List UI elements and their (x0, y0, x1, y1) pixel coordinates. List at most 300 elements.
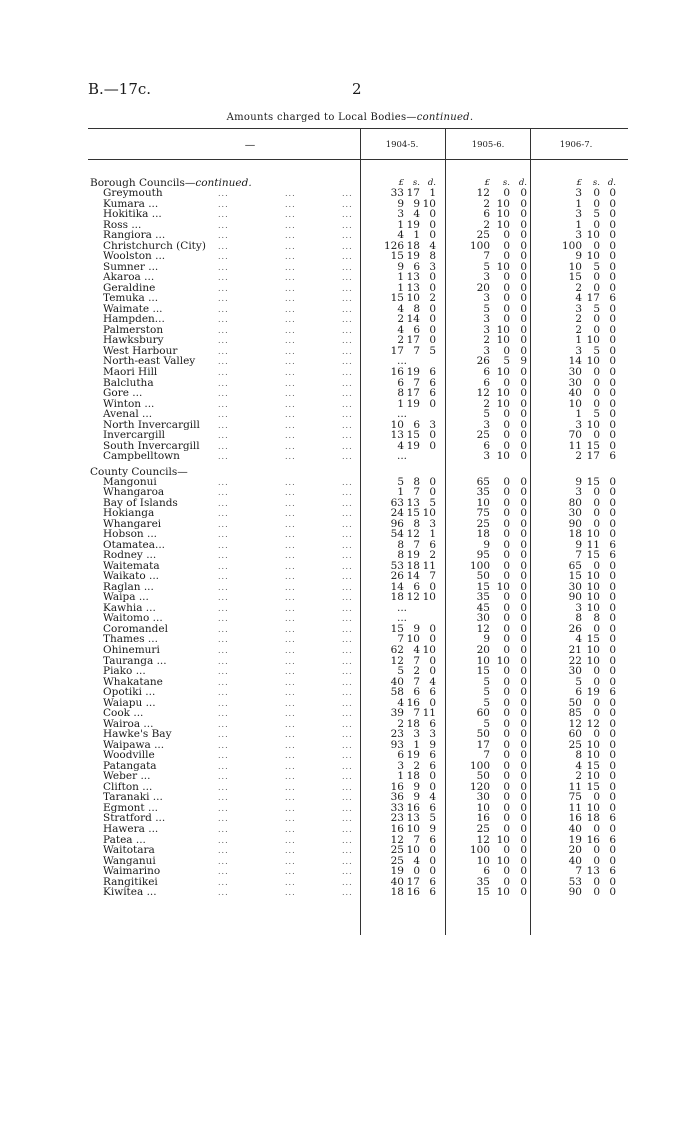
amount-cell: 25 (390, 854, 404, 867)
amount-cell: 0 (520, 759, 527, 772)
amount-cell: 3 (429, 418, 436, 431)
leader-dots: ... (285, 189, 296, 198)
amount-cell: 21 (568, 644, 582, 656)
leader-dots: ... (285, 199, 296, 209)
amount-cell: 0 (520, 250, 527, 263)
leader-dots: ... (218, 283, 229, 293)
amount-cell: 10 (586, 644, 600, 656)
leader-dots: ... (285, 325, 296, 335)
amount-cell: 30 (568, 665, 582, 678)
amount-cell: 0 (429, 302, 436, 315)
amount-cell: 0 (609, 675, 616, 688)
leader-dots: ... (342, 667, 353, 677)
amount-cell: 15 (390, 250, 404, 263)
section-title: Borough Councils— (90, 177, 196, 189)
amount-cell: 11 (422, 707, 436, 720)
amount-cell: 6 (397, 376, 404, 389)
amount-cell: 30 (568, 366, 582, 378)
amount-cell: 2 (413, 665, 420, 678)
column-divider (445, 128, 446, 935)
amount-cell: 3 (483, 292, 490, 305)
amount-cell: 9 (483, 633, 490, 646)
leader-dots: ... (285, 635, 296, 645)
amount-cell: 0 (609, 397, 616, 410)
leader-dots: ... (342, 220, 353, 230)
amount-cell: 5 (429, 812, 436, 825)
leader-dots: ... (218, 199, 229, 209)
amount-cell: 10 (422, 644, 436, 656)
leader-dots: ... (285, 698, 296, 708)
amount-cell: 5 (397, 665, 404, 678)
amount-cell: 0 (429, 439, 436, 452)
amount-cell: 0 (593, 791, 600, 804)
page-number: 2 (352, 80, 362, 98)
year-column-header: 1904-5. (385, 140, 419, 150)
amount-cell: 3 (483, 271, 490, 284)
amount-cell: 6 (483, 865, 490, 878)
amount-cell: 10 (586, 770, 600, 783)
amount-cell: ... (396, 450, 407, 463)
amount-cell: 0 (593, 696, 600, 709)
amount-cell: 12 (406, 528, 420, 541)
amount-cell: 16 (476, 812, 490, 825)
local-body-name: Campbelltown (103, 450, 180, 463)
amount-cell: 20 (476, 644, 490, 656)
amount-cell: 0 (520, 717, 527, 730)
amount-cell: 8 (413, 517, 420, 530)
local-body-name: Waimarino (103, 865, 161, 878)
amount-cell: 0 (429, 770, 436, 783)
amount-cell: 10 (496, 397, 510, 410)
local-body-name: Hokitika ... (103, 208, 162, 221)
leader-dots: ... (218, 399, 229, 409)
local-body-name: Rangiora ... (103, 229, 166, 242)
leader-dots: ... (218, 498, 229, 508)
amount-cell: 0 (520, 770, 527, 783)
amount-cell: 58 (390, 686, 404, 699)
leader-dots: ... (218, 698, 229, 708)
amount-cell: 18 (406, 239, 420, 252)
amount-cell: 0 (609, 313, 616, 326)
amount-cell: 9 (575, 538, 582, 551)
amount-cell: 75 (476, 507, 490, 520)
amount-cell: 0 (593, 486, 600, 499)
amount-cell: 0 (520, 429, 527, 442)
amount-cell: 0 (503, 408, 510, 421)
amount-cell: 10 (586, 654, 600, 667)
amount-cell: 4 (397, 302, 404, 315)
leader-dots: ... (342, 561, 353, 571)
amount-cell: 0 (520, 865, 527, 878)
amount-cell: 70 (568, 429, 582, 442)
amount-cell: 0 (520, 728, 527, 741)
amount-cell: 15 (568, 271, 582, 284)
amount-cell: 5 (483, 686, 490, 699)
amount-cell: 0 (429, 665, 436, 678)
leader-dots: ... (218, 561, 229, 571)
amount-cell: 19 (406, 549, 420, 562)
amount-cell: 33 (390, 801, 404, 814)
amount-cell: 3 (483, 313, 490, 326)
amount-cell: 90 (568, 517, 582, 530)
amount-cell: 13 (406, 812, 420, 825)
amount-cell: 0 (520, 450, 527, 463)
amount-cell: 5 (483, 302, 490, 315)
column-divider (530, 128, 531, 935)
amount-cell: 0 (593, 507, 600, 520)
amount-cell: 7 (413, 486, 420, 499)
local-body-name: Waipawa ... (103, 738, 165, 751)
leader-dots: ... (285, 441, 296, 451)
amount-cell: 33 (390, 187, 404, 199)
local-body-name: Whangarei (103, 517, 162, 530)
amount-cell: 10 (586, 580, 600, 593)
amount-cell: 0 (609, 271, 616, 284)
leader-dots: ... (218, 273, 229, 283)
local-body-name: Opotiki ... (103, 686, 156, 699)
amount-cell: 5 (593, 208, 600, 221)
amount-cell: 6 (429, 875, 436, 888)
amount-cell: 13 (390, 429, 404, 442)
amount-cell: 2 (397, 717, 404, 730)
amount-cell: 7 (413, 833, 420, 846)
amount-cell: 5 (593, 260, 600, 273)
local-body-name: Raglan ... (103, 580, 154, 593)
leader-dots: ... (285, 315, 296, 325)
amount-cell: 0 (413, 865, 420, 878)
leader-dots: ... (218, 519, 229, 529)
leader-dots: ... (342, 814, 353, 824)
leader-dots: ... (342, 210, 353, 220)
amount-cell: 0 (609, 844, 616, 857)
amount-cell: 10 (476, 801, 490, 814)
leader-dots: ... (218, 846, 229, 856)
local-body-name: Stratford ... (103, 812, 166, 825)
local-body-name: Waitotara (103, 844, 155, 857)
leader-dots: ... (218, 431, 229, 441)
amount-cell: 0 (503, 612, 510, 625)
amount-cell: 39 (390, 707, 404, 720)
local-body-name: Thames ... (103, 633, 158, 646)
amount-cell: 54 (390, 528, 404, 541)
amount-cell: 30 (476, 791, 490, 804)
amount-cell: 5 (397, 475, 404, 488)
leader-dots: ... (285, 877, 296, 887)
leader-dots: ... (342, 572, 353, 582)
amount-cell: 16 (390, 366, 404, 378)
amount-cell: 6 (429, 717, 436, 730)
amount-cell: 6 (429, 833, 436, 846)
leader-dots: ... (342, 751, 353, 761)
leader-dots: ... (285, 477, 296, 487)
leader-dots: ... (342, 325, 353, 335)
amount-cell: 60 (568, 728, 582, 741)
amount-cell: 19 (586, 686, 600, 699)
leader-dots: ... (285, 540, 296, 550)
amount-cell: 14 (568, 355, 582, 368)
amount-cell: 0 (503, 759, 510, 772)
amount-cell: 1 (575, 218, 582, 231)
amount-cell: ... (396, 408, 407, 421)
amount-cell: 126 (383, 239, 404, 252)
amount-cell: 0 (593, 496, 600, 509)
amount-cell: 0 (520, 644, 527, 656)
amount-cell: 3 (483, 418, 490, 431)
amount-cell: 9 (575, 475, 582, 488)
local-body-name: Hobson ... (103, 528, 158, 541)
amount-cell: 17 (406, 187, 420, 199)
leader-dots: ... (285, 603, 296, 613)
leader-dots: ... (342, 252, 353, 262)
leader-dots: ... (342, 772, 353, 782)
local-body-name: Winton ... (103, 397, 155, 410)
leader-dots: ... (342, 477, 353, 487)
amount-cell: 10 (422, 591, 436, 604)
amount-cell: 0 (609, 344, 616, 357)
leader-dots: ... (342, 856, 353, 866)
amount-cell: 0 (609, 408, 616, 421)
amount-cell: 0 (520, 875, 527, 888)
amount-cell: 0 (609, 239, 616, 252)
leader-dots: ... (342, 709, 353, 719)
amount-cell: 40 (568, 387, 582, 400)
local-body-name: Woodville (103, 749, 155, 762)
amount-cell: 0 (593, 366, 600, 378)
amount-cell: 7 (413, 707, 420, 720)
amount-cell: 4 (397, 323, 404, 336)
year-column-header: 1906-7. (559, 140, 593, 150)
amount-cell: 0 (520, 387, 527, 400)
leader-dots: ... (218, 441, 229, 451)
amount-cell: 10 (568, 397, 582, 410)
amount-cell: 7 (575, 549, 582, 562)
document-code: B.—17c. (88, 80, 152, 98)
leader-dots: ... (285, 530, 296, 540)
amount-cell: 100 (561, 239, 582, 252)
amount-cell: 14 (406, 313, 420, 326)
local-body-name: West Harbour (103, 344, 178, 357)
amount-cell: 13 (406, 496, 420, 509)
amount-cell: 0 (503, 707, 510, 720)
amount-cell: 25 (476, 517, 490, 530)
amount-cell: 2 (397, 313, 404, 326)
amount-cell: 75 (568, 791, 582, 804)
amount-cell: 0 (503, 738, 510, 751)
local-body-name: Clifton ... (103, 780, 153, 793)
amount-cell: 5 (483, 408, 490, 421)
amount-cell: 0 (503, 591, 510, 604)
amount-cell: 11 (568, 801, 582, 814)
leader-dots: ... (218, 888, 229, 898)
amount-cell: 18 (406, 717, 420, 730)
leader-dots: ... (218, 357, 229, 367)
amount-cell: 12 (476, 833, 490, 846)
amount-cell: 9 (397, 197, 404, 210)
leader-dots: ... (285, 346, 296, 356)
local-body-name: Taranaki ... (103, 791, 163, 804)
amount-cell: 19 (568, 833, 582, 846)
leader-dots: ... (218, 410, 229, 420)
amount-cell: 50 (476, 728, 490, 741)
amount-cell: 35 (476, 486, 490, 499)
local-body-name: Temuka ... (103, 292, 159, 305)
amount-cell: 6 (609, 865, 616, 878)
amount-cell: 9 (429, 823, 436, 835)
amount-cell: 6 (609, 450, 616, 463)
amount-cell: 10 (406, 633, 420, 646)
leader-dots: ... (218, 252, 229, 262)
amount-cell: 65 (476, 475, 490, 488)
amount-cell: 7 (413, 654, 420, 667)
leader-dots: ... (218, 540, 229, 550)
amount-cell: 0 (609, 507, 616, 520)
leader-dots: ... (285, 368, 296, 377)
amount-cell: 2 (483, 197, 490, 210)
amount-cell: 26 (476, 355, 490, 368)
unit-label: d. (427, 178, 436, 188)
leader-dots: ... (285, 210, 296, 220)
unit-label: £ (398, 178, 404, 188)
leader-dots: ... (342, 646, 353, 655)
amount-cell: 0 (520, 812, 527, 825)
amount-cell: 0 (429, 696, 436, 709)
leader-dots: ... (285, 793, 296, 803)
amount-cell: 10 (496, 197, 510, 210)
amount-cell: 1 (429, 187, 436, 199)
amount-cell: 16 (568, 812, 582, 825)
amount-cell: 0 (503, 812, 510, 825)
amount-cell: 0 (520, 791, 527, 804)
local-body-name: Weber ... (103, 770, 151, 783)
amount-cell: 7 (483, 250, 490, 263)
amount-cell: 0 (503, 601, 510, 614)
leader-dots: ... (342, 582, 353, 592)
leader-dots: ... (285, 803, 296, 813)
amount-cell: 15 (476, 665, 490, 678)
amount-cell: 5 (483, 696, 490, 709)
local-body-name: Egmont ... (103, 801, 158, 814)
amount-cell: 0 (609, 854, 616, 867)
amount-cell: 5 (593, 344, 600, 357)
leader-dots: ... (285, 420, 296, 430)
amount-cell: 0 (609, 486, 616, 499)
amount-cell: 0 (520, 507, 527, 520)
amount-cell: 6 (429, 376, 436, 389)
amount-cell: 8 (575, 749, 582, 762)
amount-cell: 15 (586, 475, 600, 488)
leader-dots: ... (285, 688, 296, 698)
amount-cell: 0 (520, 418, 527, 431)
amount-cell: 0 (593, 875, 600, 888)
amount-cell: 17 (586, 292, 600, 305)
amount-cell: 5 (503, 355, 510, 368)
leader-dots: ... (285, 572, 296, 582)
amount-cell: 0 (609, 707, 616, 720)
amount-cell: 18 (390, 886, 404, 899)
amount-cell: 10 (476, 654, 490, 667)
amount-cell: 7 (413, 538, 420, 551)
amount-cell: 17 (406, 875, 420, 888)
amount-cell: 10 (496, 334, 510, 347)
amount-cell: 23 (390, 812, 404, 825)
amount-cell: 0 (503, 875, 510, 888)
amount-cell: 0 (429, 844, 436, 857)
amount-cell: 0 (609, 738, 616, 751)
amount-cell: 7 (429, 570, 436, 583)
amount-cell: 15 (390, 292, 404, 305)
unit-label: s. (592, 178, 600, 188)
amount-cell: 7 (397, 633, 404, 646)
amount-cell: 3 (397, 208, 404, 221)
amount-cell: 3 (575, 229, 582, 242)
amount-cell: 2 (575, 770, 582, 783)
amount-cell: 0 (593, 665, 600, 678)
leader-dots: ... (218, 210, 229, 220)
amount-cell: 90 (568, 591, 582, 604)
amount-cell: 10 (496, 218, 510, 231)
amount-cell: 0 (503, 429, 510, 442)
leader-dots: ... (342, 241, 353, 251)
amount-cell: 0 (609, 559, 616, 572)
amount-cell: 0 (429, 622, 436, 635)
amount-cell: 0 (503, 770, 510, 783)
leader-dots: ... (218, 241, 229, 251)
amount-cell: 10 (476, 854, 490, 867)
amount-cell: 0 (609, 418, 616, 431)
leader-dots: ... (218, 420, 229, 430)
leader-dots: ... (218, 346, 229, 356)
amount-cell: 6 (483, 439, 490, 452)
amount-cell: 6 (609, 538, 616, 551)
amount-cell: 10 (586, 528, 600, 541)
leader-dots: ... (285, 551, 296, 561)
local-body-name: Ross ... (103, 218, 142, 231)
leader-dots: ... (218, 793, 229, 803)
amount-cell: 0 (503, 528, 510, 541)
amount-cell: 0 (520, 823, 527, 835)
amount-cell: 0 (520, 187, 527, 199)
amount-cell: 17 (586, 450, 600, 463)
column-divider (360, 128, 361, 935)
leader-dots: ... (285, 399, 296, 409)
leader-dots: ... (218, 877, 229, 887)
amount-cell: 10 (568, 260, 582, 273)
amount-cell: 11 (568, 439, 582, 452)
local-body-name: Cook ... (103, 707, 144, 720)
amount-cell: 2 (483, 334, 490, 347)
amount-cell: 0 (609, 260, 616, 273)
leader-dots: ... (342, 540, 353, 550)
amount-cell: 1 (397, 271, 404, 284)
amount-cell: 40 (390, 675, 404, 688)
amount-cell: 0 (520, 496, 527, 509)
amount-cell: 0 (593, 517, 600, 530)
amount-cell: 0 (520, 833, 527, 846)
leader-dots: ... (218, 231, 229, 241)
amount-cell: 12 (476, 622, 490, 635)
amount-cell: 10 (496, 854, 510, 867)
leader-dots: ... (218, 656, 229, 666)
leader-dots: ... (342, 273, 353, 283)
leader-dots: ... (285, 498, 296, 508)
leader-dots: ... (285, 814, 296, 824)
amount-cell: 1 (429, 528, 436, 541)
leader-dots: ... (218, 325, 229, 335)
amount-cell: 4 (429, 675, 436, 688)
amount-cell: 17 (390, 344, 404, 357)
local-body-name: Kumara ... (103, 197, 159, 210)
amount-cell: ... (396, 612, 407, 625)
